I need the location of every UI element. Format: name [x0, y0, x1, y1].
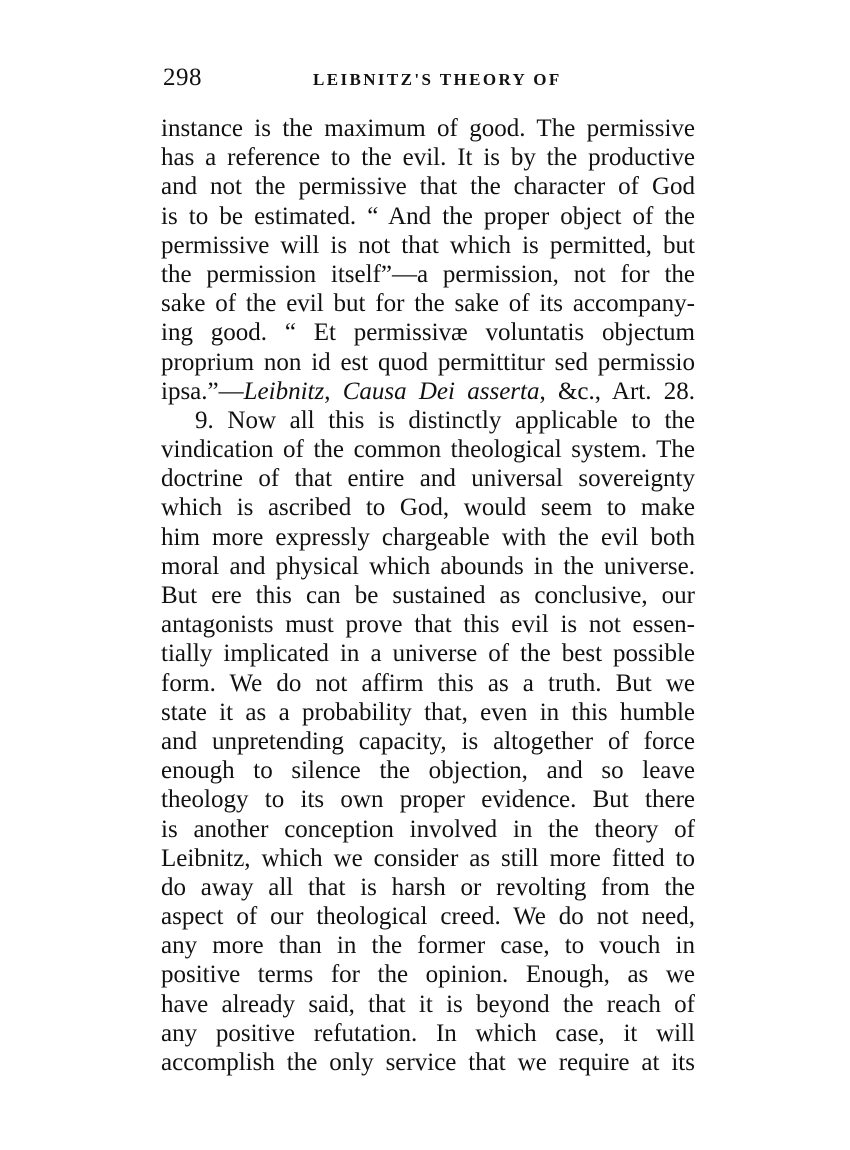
text-line: positive terms for the opinion. Enough, as we: [161, 961, 695, 989]
text-line: sake of the evil but for the sake of its accompany-: [161, 290, 695, 318]
text-line: which is ascribed to God, would seem to make: [161, 494, 695, 522]
text-line: him more expressly chargeable with the evil both: [161, 523, 695, 551]
text-line: accomplish the only service that we require at its: [161, 1049, 695, 1076]
citation-work: Causa Dei asserta: [342, 377, 540, 405]
text-line: proprium non id est quod permittitur sed permissio: [161, 348, 695, 376]
page-number: 298: [163, 64, 202, 91]
text-line: antagonists must prove that this evil is not essen-: [161, 611, 695, 639]
text-line: But ere this can be sustained as conclusive, our: [161, 582, 695, 609]
citation-author: Leibnitz: [243, 377, 325, 405]
text-line: and not the permissive that the character of God: [161, 173, 695, 201]
citation-lead: ipsa.”—: [161, 377, 244, 405]
text-line: aspect of our theological creed. We do not need,: [161, 903, 695, 931]
text-line: theology to its own proper evidence. But there: [161, 786, 695, 814]
text-line: vindication of the common theological system. The: [161, 436, 695, 464]
text-line: Leibnitz, which we consider as still more fitted to: [161, 844, 695, 872]
citation-rest: , &c., Art. 28.: [539, 377, 695, 405]
text-line: form. We do not affirm this as a truth. But we: [161, 669, 695, 697]
text-line: permissive will is not that which is permitted, but: [161, 231, 695, 259]
running-head-title: LEIBNITZ'S THEORY OF: [313, 70, 562, 89]
text-line: doctrine of that entire and universal sovereignty: [161, 465, 695, 493]
running-head: [163, 64, 693, 94]
text-line: is another conception involved in the theory of: [161, 815, 695, 843]
body-text: [161, 114, 695, 1077]
text-line: tially implicated in a universe of the best possible: [161, 640, 695, 668]
citation-separator: ,: [324, 377, 343, 405]
text-line: enough to silence the objection, and so leave: [161, 757, 695, 785]
text-line: do away all that is harsh or revolting from the: [161, 873, 695, 901]
text-line: and unpretending capacity, is altogether of force: [161, 727, 695, 755]
text-line: is to be estimated. “ And the proper object of the: [161, 202, 695, 230]
text-line: ing good. “ Et permissivæ voluntatis objectum: [161, 319, 695, 347]
text-line: the permission itself”—a permission, not for the: [161, 260, 695, 288]
text-line: any more than in the former case, to vouch in: [161, 932, 695, 960]
text-line: state it as a probability that, even in this humble: [161, 698, 695, 726]
text-line: instance is the maximum of good. The permissive: [161, 115, 695, 142]
citation-line: [161, 377, 695, 406]
text-line: moral and physical which abounds in the universe.: [161, 552, 695, 580]
text-line: have already said, that it is beyond the reach of: [161, 990, 695, 1018]
text-line: has a reference to the evil. It is by the productive: [161, 144, 695, 172]
paragraph-start-line: 9. Now all this is distinctly applicable to the: [195, 406, 695, 434]
text-line: any positive refutation. In which case, it will: [161, 1019, 695, 1047]
